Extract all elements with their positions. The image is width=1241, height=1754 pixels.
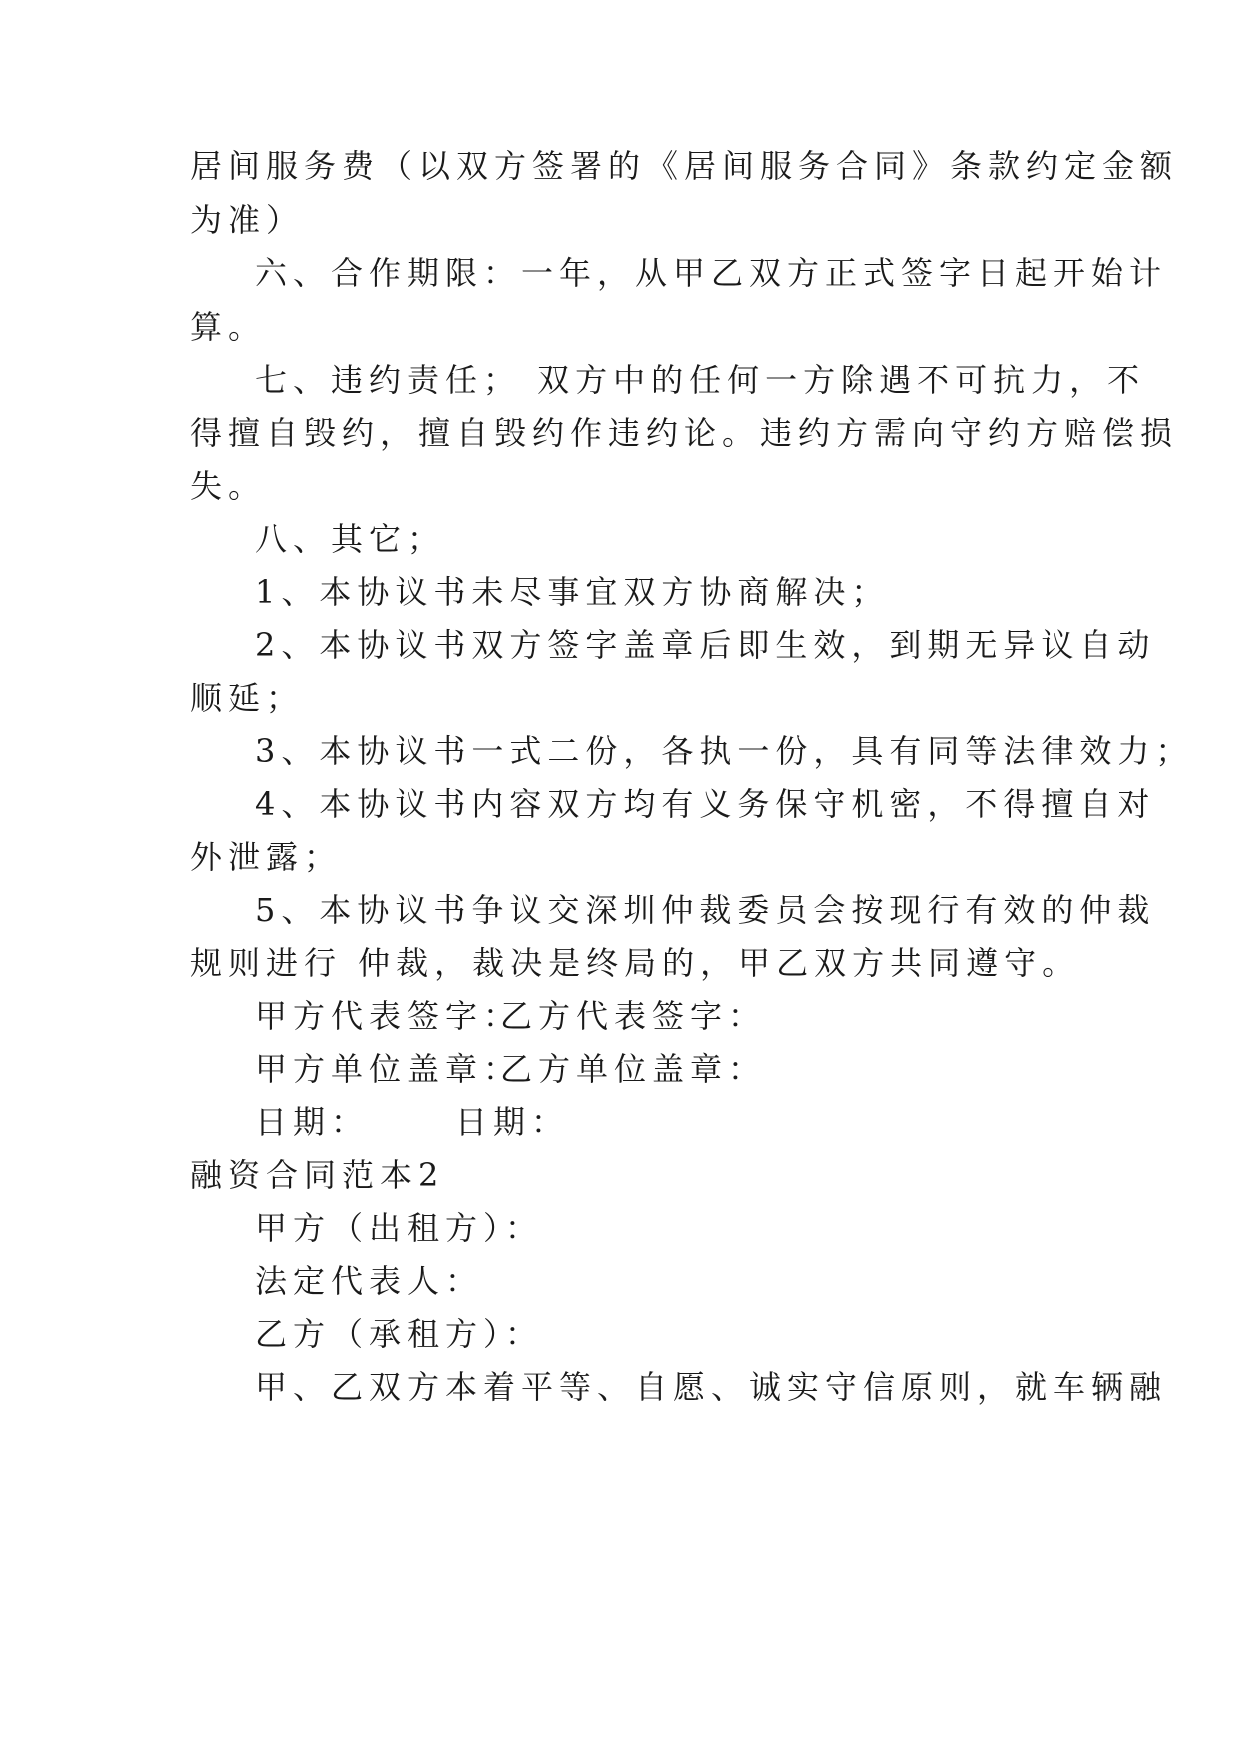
- list-item: 3、本协议书一式二份，各执一份，具有同等法律效力；: [255, 732, 1194, 770]
- party-a-date-label: 日期：: [255, 1103, 370, 1141]
- paragraph-line: 得擅自毁约，擅自毁约作违约论。违约方需向守约方赔偿损: [190, 414, 1179, 452]
- clause-six-line: 六、合作期限：一年，从甲乙双方正式签字日起开始计: [255, 254, 1168, 292]
- paragraph-line: 顺延；: [190, 679, 305, 717]
- date-row: [255, 1102, 1060, 1142]
- seal-row: [255, 1049, 1060, 1089]
- paragraph-line: 为准）: [190, 201, 305, 239]
- list-item: 4、本协议书内容双方均有义务保守机密，不得擅自对: [255, 785, 1156, 823]
- legal-representative-label: 法定代表人：: [255, 1262, 484, 1300]
- paragraph-line: 居间服务费（以双方签署的《居间服务合同》条款约定金额: [190, 147, 1179, 185]
- party-a-label: 甲方（出租方）：: [255, 1209, 544, 1247]
- party-b-signature-label: 乙方代表签字：: [500, 997, 767, 1035]
- party-b-label: 乙方（承租方）：: [255, 1315, 544, 1353]
- paragraph-line: 外泄露；: [190, 838, 343, 876]
- party-b-seal-label: 乙方单位盖章：: [500, 1050, 767, 1088]
- party-a-seal-label: 甲方单位盖章：: [255, 1050, 522, 1088]
- clause-seven-line: 七、违约责任； 双方中的任何一方除遇不可抗力，不: [255, 361, 1146, 399]
- paragraph-line: 规则进行 仲裁，裁决是终局的，甲乙双方共同遵守。: [190, 944, 1081, 982]
- list-item: 5、本协议书争议交深圳仲裁委员会按现行有效的仲裁: [255, 891, 1156, 929]
- list-item: 1、本协议书未尽事宜双方协商解决；: [255, 573, 890, 611]
- paragraph-line: 算。: [190, 308, 267, 346]
- party-a-signature-label: 甲方代表签字：: [255, 997, 522, 1035]
- closing-paragraph-line: 甲、乙双方本着平等、自愿、诚实守信原则，就车辆融: [255, 1368, 1168, 1406]
- section-title: 融资合同范本2: [190, 1156, 445, 1194]
- party-b-date-label: 日期：: [455, 1103, 570, 1141]
- paragraph-line: 失。: [190, 467, 267, 505]
- clause-eight-heading: 八、其它；: [255, 520, 446, 558]
- list-item: 2、本协议书双方签字盖章后即生效，到期无异议自动: [255, 626, 1156, 664]
- signature-row: [255, 996, 1060, 1036]
